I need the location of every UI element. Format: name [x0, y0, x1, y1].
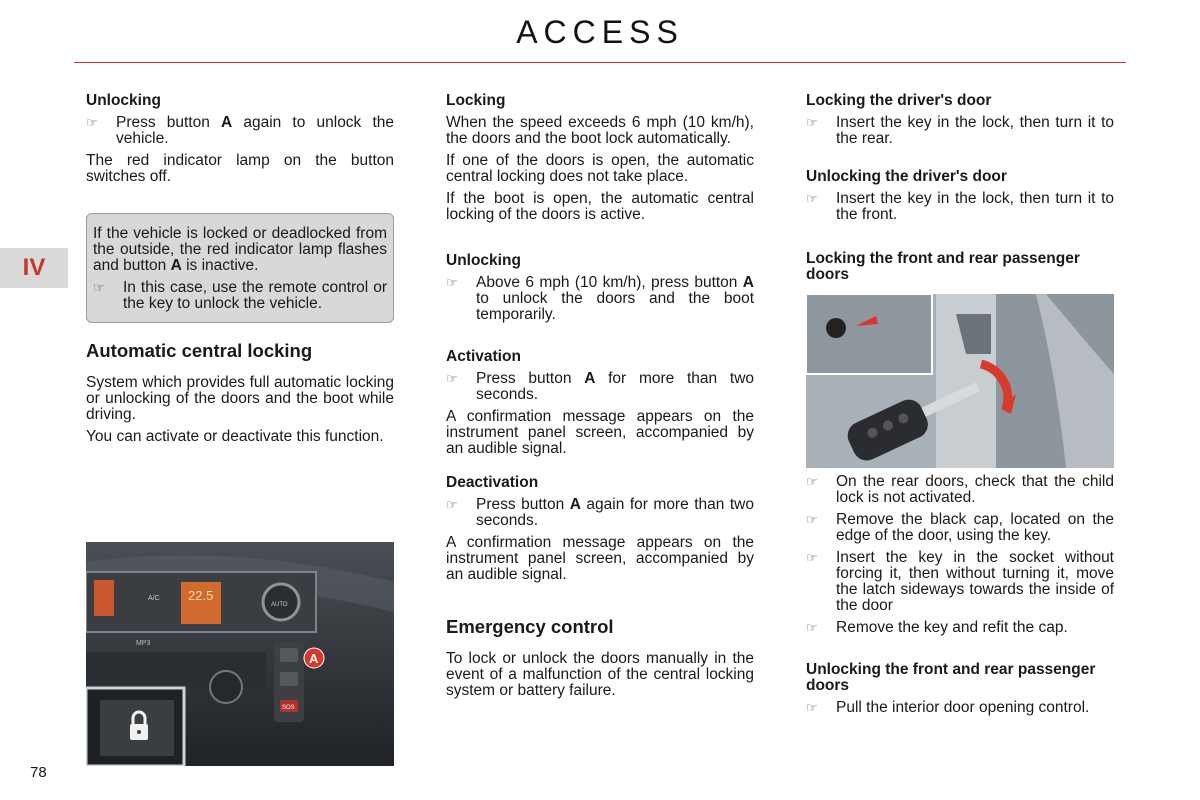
lock-driver-heading: Locking the driver's door [806, 92, 992, 109]
paragraph: The red indicator lamp on the button switches off. [86, 152, 394, 185]
paragraph: If the boot is open, the automatic central locking of the doors is active. [446, 190, 754, 223]
bullet-item: ☞ Insert the key in the socket without forcing it, then without turning it, move the latch sideways towards the inside of the door [806, 549, 1114, 614]
emergency-heading: Emergency control [446, 616, 614, 637]
svg-text:A: A [309, 651, 319, 666]
paragraph: When the speed exceeds 6 mph (10 km/h), the doors and the boot lock automatically. [446, 114, 754, 147]
unlocking-heading: Unlocking [86, 92, 161, 109]
bullet-item: ☞ Insert the key in the lock, then turn it to the front. [806, 190, 1114, 223]
bullet-item: ☞ Press button A again for more than two seconds. [446, 496, 754, 529]
bullet-item: ☞ Press button A again to unlock the vehicle. [86, 114, 395, 147]
column-1 [86, 93, 394, 451]
bullet-item: ☞ Remove the key and refit the cap. [806, 619, 1068, 636]
svg-text:22.5: 22.5 [188, 588, 214, 603]
svg-text:SOS: SOS [282, 705, 295, 711]
section-tab: IV [0, 248, 68, 288]
bullet-item: ☞ Above 6 mph (10 km/h), press button A to unlock the doors and the boot temporarily. [446, 274, 754, 323]
paragraph: A confirmation message appears on the instrument panel screen, accompanied by an audible signal. [446, 534, 754, 583]
hand-pointer-icon: ☞ [446, 371, 458, 386]
hand-pointer-icon: ☞ [806, 550, 818, 565]
activation-heading: Activation [446, 348, 521, 365]
paragraph: You can activate or deactivate this function. [86, 428, 384, 445]
svg-text:MP3: MP3 [136, 640, 151, 647]
paragraph: To lock or unlock the doors manually in the event of a malfunction of the central locking system or battery failure. [446, 650, 754, 699]
hand-pointer-icon: ☞ [806, 191, 818, 206]
locking-heading: Locking [446, 92, 506, 109]
page-number: 78 [30, 764, 47, 781]
bullet-item: ☞ Pull the interior door opening control. [806, 699, 1090, 716]
column-3-lower [806, 474, 1114, 722]
unlocking-heading: Unlocking [446, 252, 521, 269]
bullet-item: ☞ Insert the key in the lock, then turn it to the rear. [806, 114, 1114, 147]
title-rule [74, 62, 1126, 63]
dashboard-illustration [86, 542, 394, 766]
hand-pointer-icon: ☞ [93, 280, 105, 295]
hand-pointer-icon: ☞ [86, 115, 98, 130]
svg-text:AUTO: AUTO [271, 602, 288, 608]
note-box: If the vehicle is locked or deadlocked from the outside, the red indicator lamp flashes and button A is inactive. ☞ In this case, use the remote control or the key to unlock the vehicle. [86, 213, 394, 323]
unlock-passenger-heading: Unlocking the front and rear passenger doors [806, 661, 1096, 694]
bullet-item: ☞ On the rear doors, check that the child lock is not activated. [806, 473, 1114, 506]
auto-locking-heading: Automatic central locking [86, 340, 313, 361]
hand-pointer-icon: ☞ [806, 474, 818, 489]
bullet-item: ☞ Press button A for more than two seconds. [446, 370, 755, 403]
lock-passenger-heading: Locking the front and rear passenger doors [806, 250, 1080, 283]
deactivation-heading: Deactivation [446, 474, 539, 491]
paragraph: A confirmation message appears on the instrument panel screen, accompanied by an audible signal. [446, 408, 754, 457]
paragraph: If one of the doors is open, the automatic central locking does not take place. [446, 152, 754, 185]
hand-pointer-icon: ☞ [806, 512, 818, 527]
svg-text:A/C: A/C [148, 595, 160, 602]
paragraph: System which provides full automatic locking or unlocking of the doors and the boot while driving. [86, 374, 394, 423]
column-3 [806, 93, 1114, 289]
hand-pointer-icon: ☞ [806, 700, 818, 715]
hand-pointer-icon: ☞ [806, 115, 818, 130]
bullet-item: ☞ Remove the black cap, located on the edge of the door, using the key. [806, 511, 1114, 544]
door-key-illustration [806, 294, 1114, 468]
column-2 [446, 93, 754, 705]
unlock-driver-heading: Unlocking the driver's door [806, 168, 1007, 185]
hand-pointer-icon: ☞ [446, 275, 458, 290]
hand-pointer-icon: ☞ [446, 497, 458, 512]
hand-pointer-icon: ☞ [806, 620, 818, 635]
page-title: ACCESS [516, 14, 684, 50]
